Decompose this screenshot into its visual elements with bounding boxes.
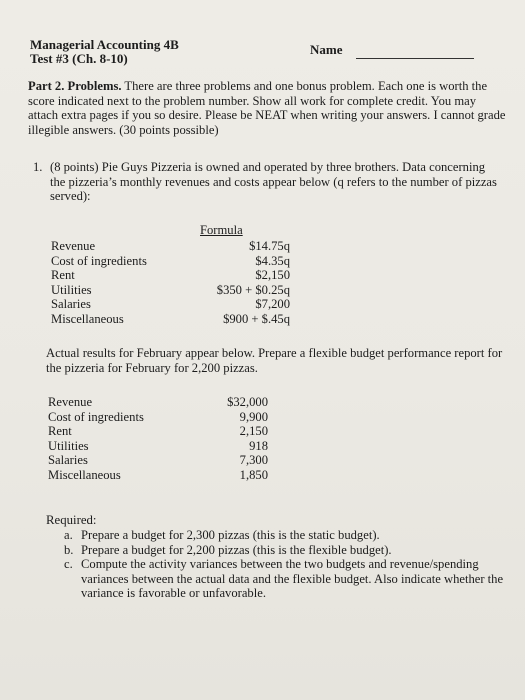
row-value: 1,850 xyxy=(239,467,268,482)
actual-results-table xyxy=(48,395,268,483)
row-value: $2,150 xyxy=(255,268,290,283)
list-item xyxy=(64,528,514,543)
list-item xyxy=(64,543,514,558)
row-label: Miscellaneous xyxy=(48,467,121,482)
problem-text: (8 points) Pie Guys Pizzeria is owned and operated by three brothers. Data concerning the pizzeria’s monthly revenues and costs appear below (q refers to the number of pizzas served): xyxy=(50,160,497,203)
exam-header xyxy=(30,38,179,66)
row-label: Cost of ingredients xyxy=(51,253,147,268)
row-value: 918 xyxy=(249,438,268,453)
name-label: Name xyxy=(310,42,343,57)
item-text: Prepare a budget for 2,200 pizzas (this is the flexible budget). xyxy=(81,542,392,557)
item-letter: c. xyxy=(64,557,73,572)
row-value: $14.75q xyxy=(249,239,290,253)
row-value: $900 + $.45q xyxy=(223,311,290,326)
test-title: Test #3 (Ch. 8-10) xyxy=(30,51,128,66)
part2-instructions xyxy=(28,79,506,137)
table-row xyxy=(48,395,268,410)
table-row xyxy=(51,312,290,327)
row-value: 2,150 xyxy=(239,424,268,439)
row-value: $32,000 xyxy=(227,395,268,409)
row-value: 7,300 xyxy=(239,453,268,468)
name-blank-line xyxy=(356,58,474,59)
item-text: Prepare a budget for 2,300 pizzas (this is the static budget). xyxy=(81,528,380,542)
row-label: Salaries xyxy=(51,297,91,312)
row-value: $350 + $0.25q xyxy=(216,282,290,297)
row-label: Miscellaneous xyxy=(51,311,124,326)
row-label: Utilities xyxy=(48,438,89,453)
item-text: Compute the activity variances between the two budgets and revenue/spending variances between the actual data and the flexible budget. Also indicate whether the variance is favorable or unfavorable. xyxy=(81,557,504,601)
row-label: Revenue xyxy=(48,395,93,409)
table-row xyxy=(48,439,268,454)
item-letter: a. xyxy=(64,528,73,542)
row-label: Utilities xyxy=(51,282,92,297)
formula-heading: Formula xyxy=(200,223,243,237)
part2-title: Part 2. Problems. xyxy=(28,79,122,93)
table-row xyxy=(48,468,268,483)
row-label: Rent xyxy=(48,424,72,439)
table-row xyxy=(48,453,268,468)
row-value: $4.35q xyxy=(255,253,290,268)
formula-table xyxy=(51,239,290,327)
part2-text: There are three problems and one bonus problem. Each one is worth the score indicated next to the problem number. Show all work for complete credit. You may attach extra pages if you so desire. Please be NEAT when writing your answers. I cannot grade illegible answers. (30 points possible) xyxy=(28,79,506,137)
item-letter: b. xyxy=(64,542,74,557)
required-list xyxy=(64,528,514,601)
table-row xyxy=(48,424,268,439)
actual-results-intro: Actual results for February appear below. Prepare a flexible budget performance report for the pizzeria for February for 2,200 pizzas. xyxy=(46,346,503,375)
table-row xyxy=(51,268,290,283)
row-value: 9,900 xyxy=(239,409,268,424)
table-row xyxy=(51,254,290,269)
table-row xyxy=(51,239,290,254)
row-label: Salaries xyxy=(48,453,88,468)
problem-number: 1. xyxy=(33,160,43,174)
row-value: $7,200 xyxy=(255,297,290,312)
table-row xyxy=(51,283,290,298)
row-label: Rent xyxy=(51,268,75,283)
problem-1 xyxy=(33,160,503,204)
table-row xyxy=(51,297,290,312)
row-label: Cost of ingredients xyxy=(48,409,144,424)
course-title: Managerial Accounting 4B xyxy=(30,37,179,52)
required-heading: Required: xyxy=(46,513,97,527)
table-row xyxy=(48,410,268,425)
list-item xyxy=(64,557,514,601)
row-label: Revenue xyxy=(51,239,96,253)
